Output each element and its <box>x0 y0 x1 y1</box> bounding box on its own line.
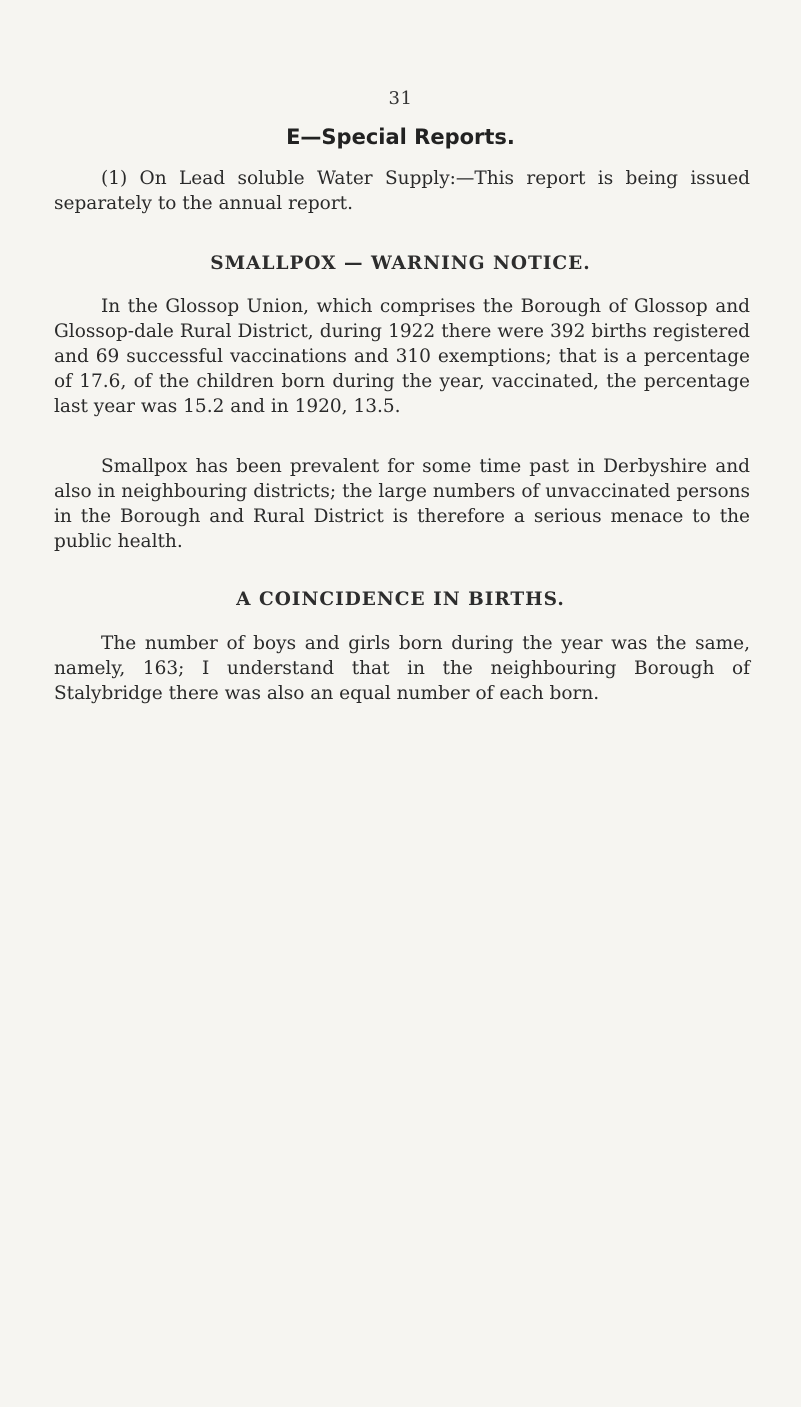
smallpox-vaccination-paragraph: In the Glossop Union, which comprises the Borough of Glossop and Glossop-dale Rural District, during 1922 there were 392 births registered and 69 successful vaccinations and 310 exemptions; that is a percentage of 17.6, of the children born during the year, vaccinated, the percentage last year was 15.2 and in 1920, 13.5. <box>54 296 750 417</box>
births-coincidence-heading: A COINCIDENCE IN BIRTHS. <box>236 589 565 610</box>
section-heading: E—Special Reports. <box>286 125 515 149</box>
page-number: 31 <box>388 88 413 109</box>
births-coincidence-paragraph: The number of boys and girls born during the year was the same, namely, 163; I understand that in the neighbouring Borough of Stalybridge there was also an equal number of each born. <box>54 633 750 704</box>
smallpox-prevalence-paragraph: Smallpox has been prevalent for some time past in Derbyshire and also in neighbouring districts; the large numbers of unvaccinated persons in the Borough and Rural District is therefore a serious menace to the public health. <box>54 456 750 552</box>
smallpox-warning-heading: SMALLPOX — WARNING NOTICE. <box>210 253 591 274</box>
lead-water-supply-paragraph: (1) On Lead soluble Water Supply:—This report is being issued separately to the annual report. <box>54 168 750 214</box>
